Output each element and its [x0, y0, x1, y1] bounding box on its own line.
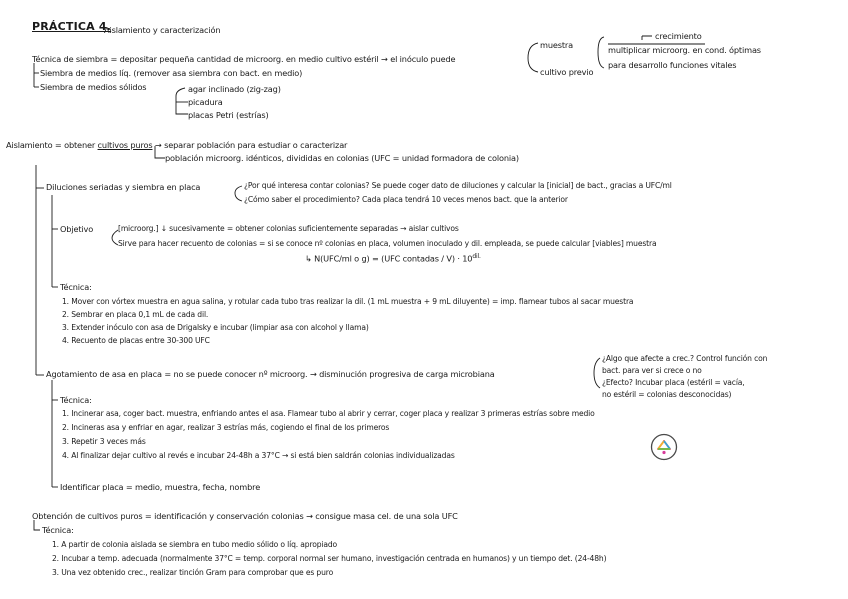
logo-icon — [650, 433, 678, 461]
diluciones-q2: ¿Cómo saber el procedimiento? Cada placa tendrá 10 veces menos bact. que la anterior — [244, 195, 568, 204]
label-muestra: muestra — [540, 40, 574, 50]
identificar-placa: Identificar placa = medio, muestra, fecha, nombre — [60, 482, 261, 492]
agotamiento-step: 4. Al finalizar dejar cultivo al revés e incubar 24-48h a 37°C → si está bien saldrán colonias individualizadas — [62, 451, 455, 460]
practice-subtitle: Aislamiento y caracterización — [104, 25, 221, 35]
obtencion-heading: Obtención de cultivos puros = identificación y conservación colonias → consigue masa cel. de una sola UFC — [32, 511, 458, 521]
obtencion-tecnica-label: Técnica: — [42, 525, 74, 535]
label-agar-inclinado: agar inclinado (zig-zag) — [188, 84, 281, 94]
agotamiento-note: ¿Algo que afecte a crec.? Control función con — [602, 354, 768, 363]
practice-title: PRÁCTICA 4. — [32, 20, 112, 33]
diluciones-q1: ¿Por qué interesa contar colonias? Se puede coger dato de diluciones y calcular la [inicial] de bact., gracias a UFC/ml — [244, 181, 672, 190]
agotamiento-tecnica-label: Técnica: — [60, 395, 92, 405]
aislamiento-cultivos-puros: cultivos puros — [97, 140, 153, 150]
aislamiento-resto: → separar población para estudiar o caracterizar — [154, 140, 348, 150]
diluciones-step: 2. Sembrar en placa 0,1 mL de cada dil. — [62, 310, 209, 319]
label-para-desarrollo: para desarrollo funciones vitales — [608, 60, 737, 70]
label-placas-petri: placas Petri (estrías) — [188, 110, 269, 120]
diluciones-step: 4. Recuento de placas entre 30-300 UFC — [62, 336, 210, 345]
objetivo-line-1: [microorg.] ↓ sucesivamente = obtener colonias suficientemente separadas → aislar cultivos — [118, 224, 459, 233]
siembra-solidos: Siembra de medios sólidos — [40, 82, 147, 92]
recuento-formula — [305, 252, 481, 264]
obtencion-step: 1. A partir de colonia aislada se siembra en tubo medio sólido o líq. apropiado — [52, 540, 338, 549]
agotamiento-step: 3. Repetir 3 veces más — [62, 437, 146, 446]
label-cultivo-previo: cultivo previo — [540, 67, 594, 77]
label-picadura: picadura — [188, 97, 223, 107]
obtencion-step: 2. Incubar a temp. adecuada (normalmente 37°C = temp. corporal normal ser humano, investigación centrada en humanos) y un tiempo det. (24-48h) — [52, 554, 607, 563]
objetivo-label: Objetivo — [60, 224, 94, 234]
formula-exponent: dil. — [472, 253, 481, 260]
diluciones-step: 3. Extender inóculo con asa de Drigalsky e incubar (limpiar asa con alcohol y llama) — [62, 323, 369, 332]
label-multiplicar: multiplicar microorg. en cond. óptimas — [608, 45, 761, 55]
label-crecimiento: crecimiento — [655, 31, 702, 41]
agotamiento-note: bact. para ver si crece o no — [602, 366, 702, 375]
agotamiento-heading: Agotamiento de asa en placa = no se puede conocer nº microorg. → disminución progresiva de carga microbiana — [46, 369, 495, 379]
formula-text: ↳ N(UFC/ml o g) = (UFC contadas / V) · 10 — [305, 253, 473, 264]
diluciones-step: 1. Mover con vórtex muestra en agua salina, y rotular cada tubo tras realizar la dil. (1 mL muestra + 9 mL diluyente) = imp. flamear tubos al sacar muestra — [62, 297, 634, 306]
agotamiento-step: 2. Incineras asa y enfriar en agar, realizar 3 estrías más, cogiendo el final de los primeros — [62, 423, 390, 432]
aislamiento-line — [6, 140, 347, 150]
agotamiento-step: 1. Incinerar asa, coger bact. muestra, enfriando antes el asa. Flamear tubo al abrir y cerrar, coger placa y realizar 3 primeras estrías sobre medio — [62, 409, 595, 418]
obtencion-step: 3. Una vez obtenido crec., realizar tinción Gram para comprobar que es puro — [52, 568, 334, 577]
agotamiento-note: ¿Efecto? Incubar placa (estéril = vacía, — [602, 378, 745, 387]
objetivo-line-2: Sirve para hacer recuento de colonias = si se conoce nº colonias en placa, volumen inoculado y dil. empleada, se puede calcular [viables] muestra — [118, 239, 657, 248]
siembra-definition: Técnica de siembra = depositar pequeña cantidad de microorg. en medio cultivo estéril → el inóculo puede — [32, 54, 456, 64]
aislamiento-label: Aislamiento = obtener — [6, 140, 96, 150]
aislamiento-poblacion: población microorg. idénticos, divididas en colonias (UFC = unidad formadora de colonia) — [165, 153, 519, 163]
siembra-liquidos: Siembra de medios líq. (remover asa siembra con bact. en medio) — [40, 68, 303, 78]
diluciones-heading: Diluciones seriadas y siembra en placa — [46, 182, 201, 192]
diluciones-tecnica-label: Técnica: — [60, 282, 92, 292]
agotamiento-note: no estéril = colonias desconocidas) — [602, 390, 732, 399]
